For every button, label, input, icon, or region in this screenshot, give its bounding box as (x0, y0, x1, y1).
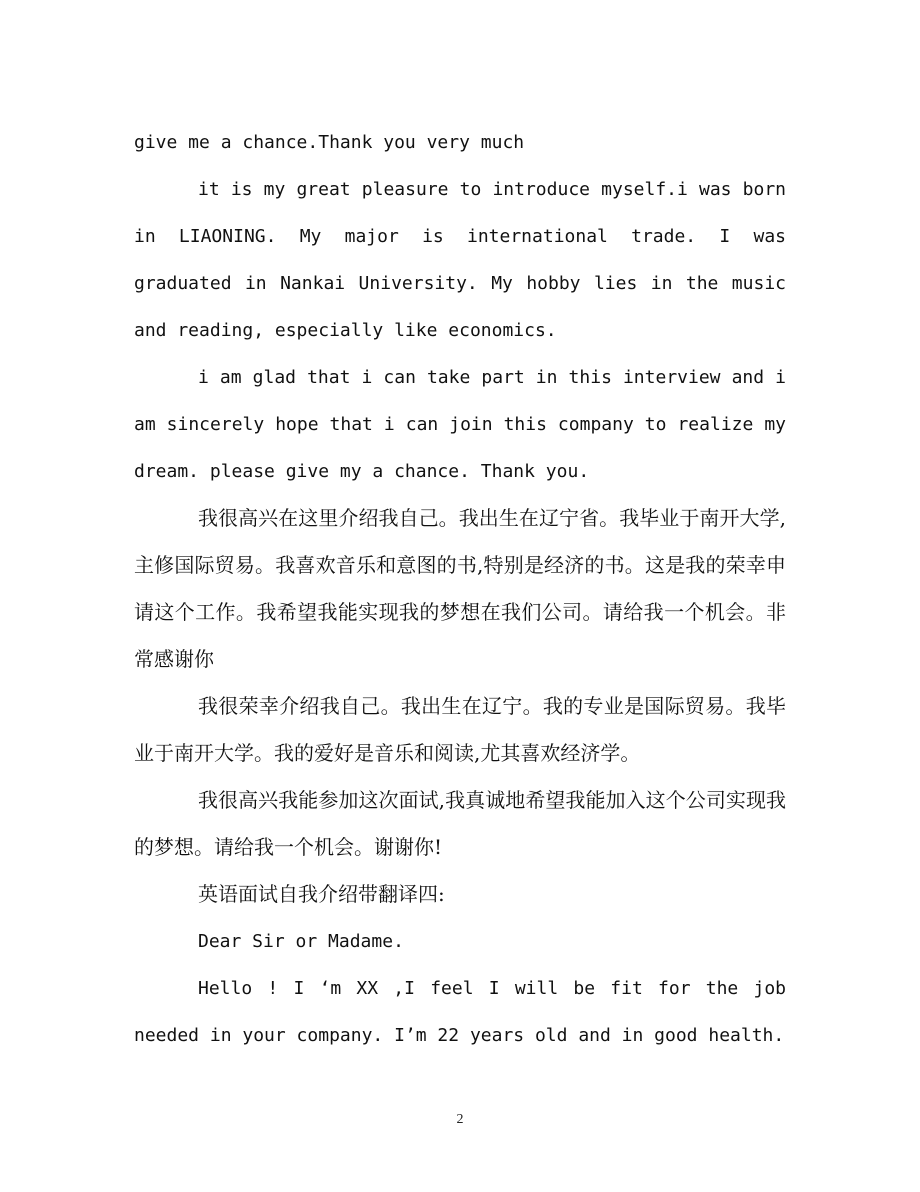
section-heading: 英语面试自我介绍带翻译四: (198, 882, 445, 906)
paragraph-chinese-translation-2: 我很荣幸介绍我自己。我出生在辽宁。我的专业是国际贸易。我毕业于南开大学。我的爱好是音乐和阅读,尤其喜欢经济学。 (134, 694, 786, 765)
page-content (134, 119, 786, 1059)
paragraph-english-intro: it is my great pleasure to introduce myself.i was born in LIAONING. My major is international trade. I was graduated in Nankai University. My hobby lies in the music and reading, especially like economics. (134, 179, 786, 341)
paragraph-english-closing: i am glad that i can take part in this interview and i am sincerely hope that i can join this company to realize my dream. please give my a chance. Thank you. (134, 367, 786, 482)
page-number: 2 (456, 1112, 464, 1127)
paragraph-chinese-translation-1: 我很高兴在这里介绍我自己。我出生在辽宁省。我毕业于南开大学,主修国际贸易。我喜欢音乐和意图的书,特别是经济的书。这是我的荣幸申请这个工作。我希望我能实现我的梦想在我们公司。请给我一个机会。非常感谢你 (134, 506, 786, 671)
paragraph-continuation: give me a chance.Thank you very much (134, 132, 525, 153)
paragraph-letter-body: Hello ! I ‘m XX ,I feel I will be fit for the job needed in your company. I’m 22 years old and in good health. (134, 978, 786, 1046)
salutation: Dear Sir or Madame. (198, 931, 404, 952)
paragraph-chinese-translation-3: 我很高兴我能参加这次面试,我真诚地希望我能加入这个公司实现我的梦想。请给我一个机会。谢谢你! (134, 788, 786, 859)
